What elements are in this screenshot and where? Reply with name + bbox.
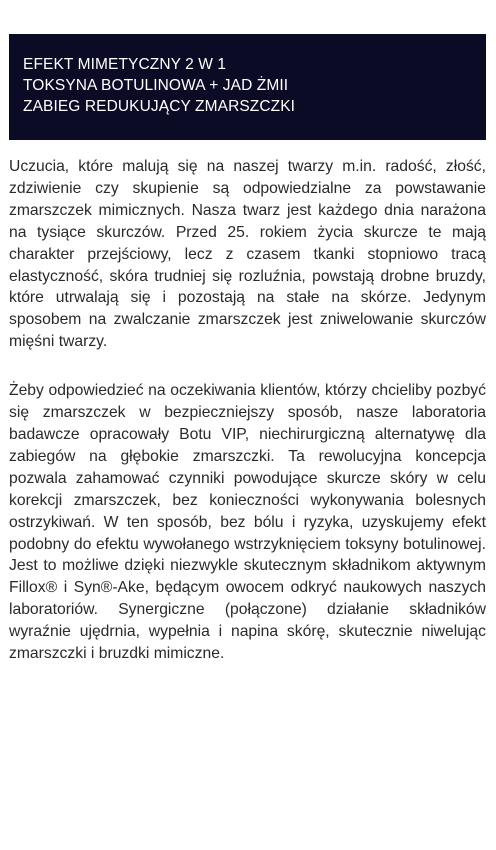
- paragraph-2: Żeby odpowiedzieć na oczekiwania klientów, którzy chcieliby pozbyć się zmarszczek w bezpieczniejszy sposób, nasze laboratoria badawcze opracowały Botu VIP, niechirurgiczną alternatywę dla zabiegów na głębokie zmarszczki. Ta rewolucyjna koncepcja pozwala zahamować czynniki powodujące skurcze skóry w celu korekcji zmarszczek, bez konieczności wykonywania bolesnych ostrzykiwań. W ten sposób, bez bólu i ryzyka, uzyskujemy efekt podobny do efektu wywołanego wstrzyknięciem toksyny botulinowej. Jest to możliwe dzięki niezwykle skutecznym składnikom aktywnym Fillox® i Syn®-Ake, będącym owocem odkryć naukowych naszych laboratoriów. Synergiczne (połączone) działanie składników wyraźnie ujędrnia, wypełnia i napina skórę, skutecznie niwelując zmarszczki i bruzdki mimiczne.: [9, 382, 486, 663]
- title-line-1: EFEKT MIMETYCZNY 2 W 1: [23, 56, 227, 73]
- article-body: [9, 156, 486, 692]
- title-line-2: TOKSYNA BOTULINOWA + JAD ŻMII: [23, 77, 289, 94]
- title-banner: [9, 34, 486, 140]
- paragraph-1: Uczucia, które malują się na naszej twarzy m.in. radość, złość, zdziwienie czy skupienie są odpowiedzialne za powstawanie zmarszczek mimicznych. Nasza twarz jest każdego dnia narażona na tysiące skurczów. Przed 25. rokiem życia skurcze te mają charakter przejściowy, lecz z czasem tkanki stopniowo tracą elastyczność, skóra trudniej się rozluźnia, powstają drobne bruzdy, które utrwalają się i pozostają na stałe na skórze. Jedynym sposobem na zwalczanie zmarszczek jest zniwelowanie skurczów mięśni twarzy.: [9, 158, 486, 351]
- title-line-3: ZABIEG REDUKUJĄCY ZMARSZCZKI: [23, 98, 296, 115]
